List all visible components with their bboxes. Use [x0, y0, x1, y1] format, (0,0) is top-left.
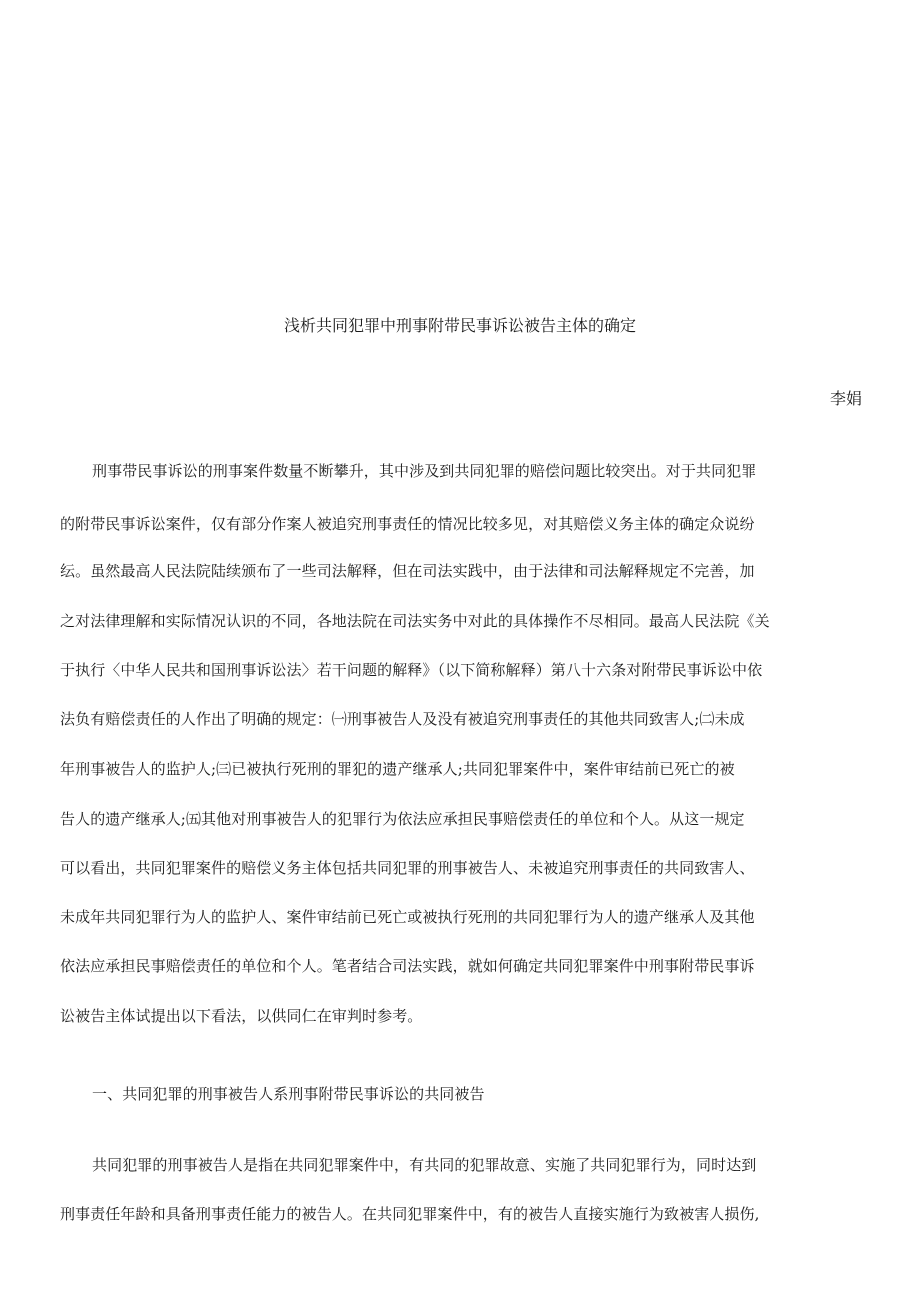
paragraph-line: 告人的遗产继承人;㈤其他对刑事被告人的犯罪行为依法应承担民事赔偿责任的单位和个人。从这一规定 [60, 810, 745, 828]
paragraph-line: 刑事带民事诉讼的刑事案件数量不断攀升，其中涉及到共同犯罪的赔偿问题比较突出。对于共同犯罪 [92, 462, 757, 480]
paragraph-line: 未成年共同犯罪行为人的监护人、案件审结前已死亡或被执行死刑的共同犯罪行为人的遗产继承人及其他 [60, 908, 755, 926]
paragraph-line: 纭。虽然最高人民法院陆续颁布了一些司法解释，但在司法实践中，由于法律和司法解释规定不完善，加 [60, 562, 755, 580]
paragraph-line: 讼被告主体试提出以下看法，以供同仁在审判时参考。 [60, 1007, 423, 1025]
section-heading: 一、共同犯罪的刑事被告人系刑事附带民事诉讼的共同被告 [92, 1085, 485, 1103]
paragraph-line: 刑事责任年龄和具备刑事责任能力的被告人。在共同犯罪案件中，有的被告人直接实施行为致被害人损伤, [60, 1205, 760, 1223]
paragraph-line: 法负有赔偿责任的人作出了明确的规定：㈠刑事被告人及没有被追究刑事责任的其他共同致害人;㈡未成 [60, 710, 745, 728]
paragraph-line: 可以看出，共同犯罪案件的赔偿义务主体包括共同犯罪的刑事被告人、未被追究刑事责任的共同致害人、 [60, 859, 755, 877]
page-title: 浅析共同犯罪中刑事附带民事诉讼被告主体的确定 [283, 316, 636, 335]
author-name: 李娟 [829, 389, 862, 408]
paragraph-line: 依法应承担民事赔偿责任的单位和个人。笔者结合司法实践，就如何确定共同犯罪案件中刑事附带民事诉 [60, 957, 755, 975]
paragraph-line: 年刑事被告人的监护人;㈢已被执行死刑的罪犯的遗产继承人;共同犯罪案件中，案件审结前已死亡的被 [60, 760, 735, 778]
paragraph-line: 共同犯罪的刑事被告人是指在共同犯罪案件中，有共同的犯罪故意、实施了共同犯罪行为，同时达到 [92, 1156, 757, 1174]
paragraph-line: 于执行〈中华人民共和国刑事诉讼法〉若干问题的解释》（以下简称解释）第八十六条对附带民事诉讼中依 [60, 661, 763, 679]
paragraph-line: 的附带民事诉讼案件，仅有部分作案人被追究刑事责任的情况比较多见，对其赔偿义务主体的确定众说纷 [60, 515, 755, 533]
paragraph-line: 之对法律理解和实际情况认识的不同，各地法院在司法实务中对此的具体操作不尽相同。最高人民法院《关 [60, 612, 770, 630]
